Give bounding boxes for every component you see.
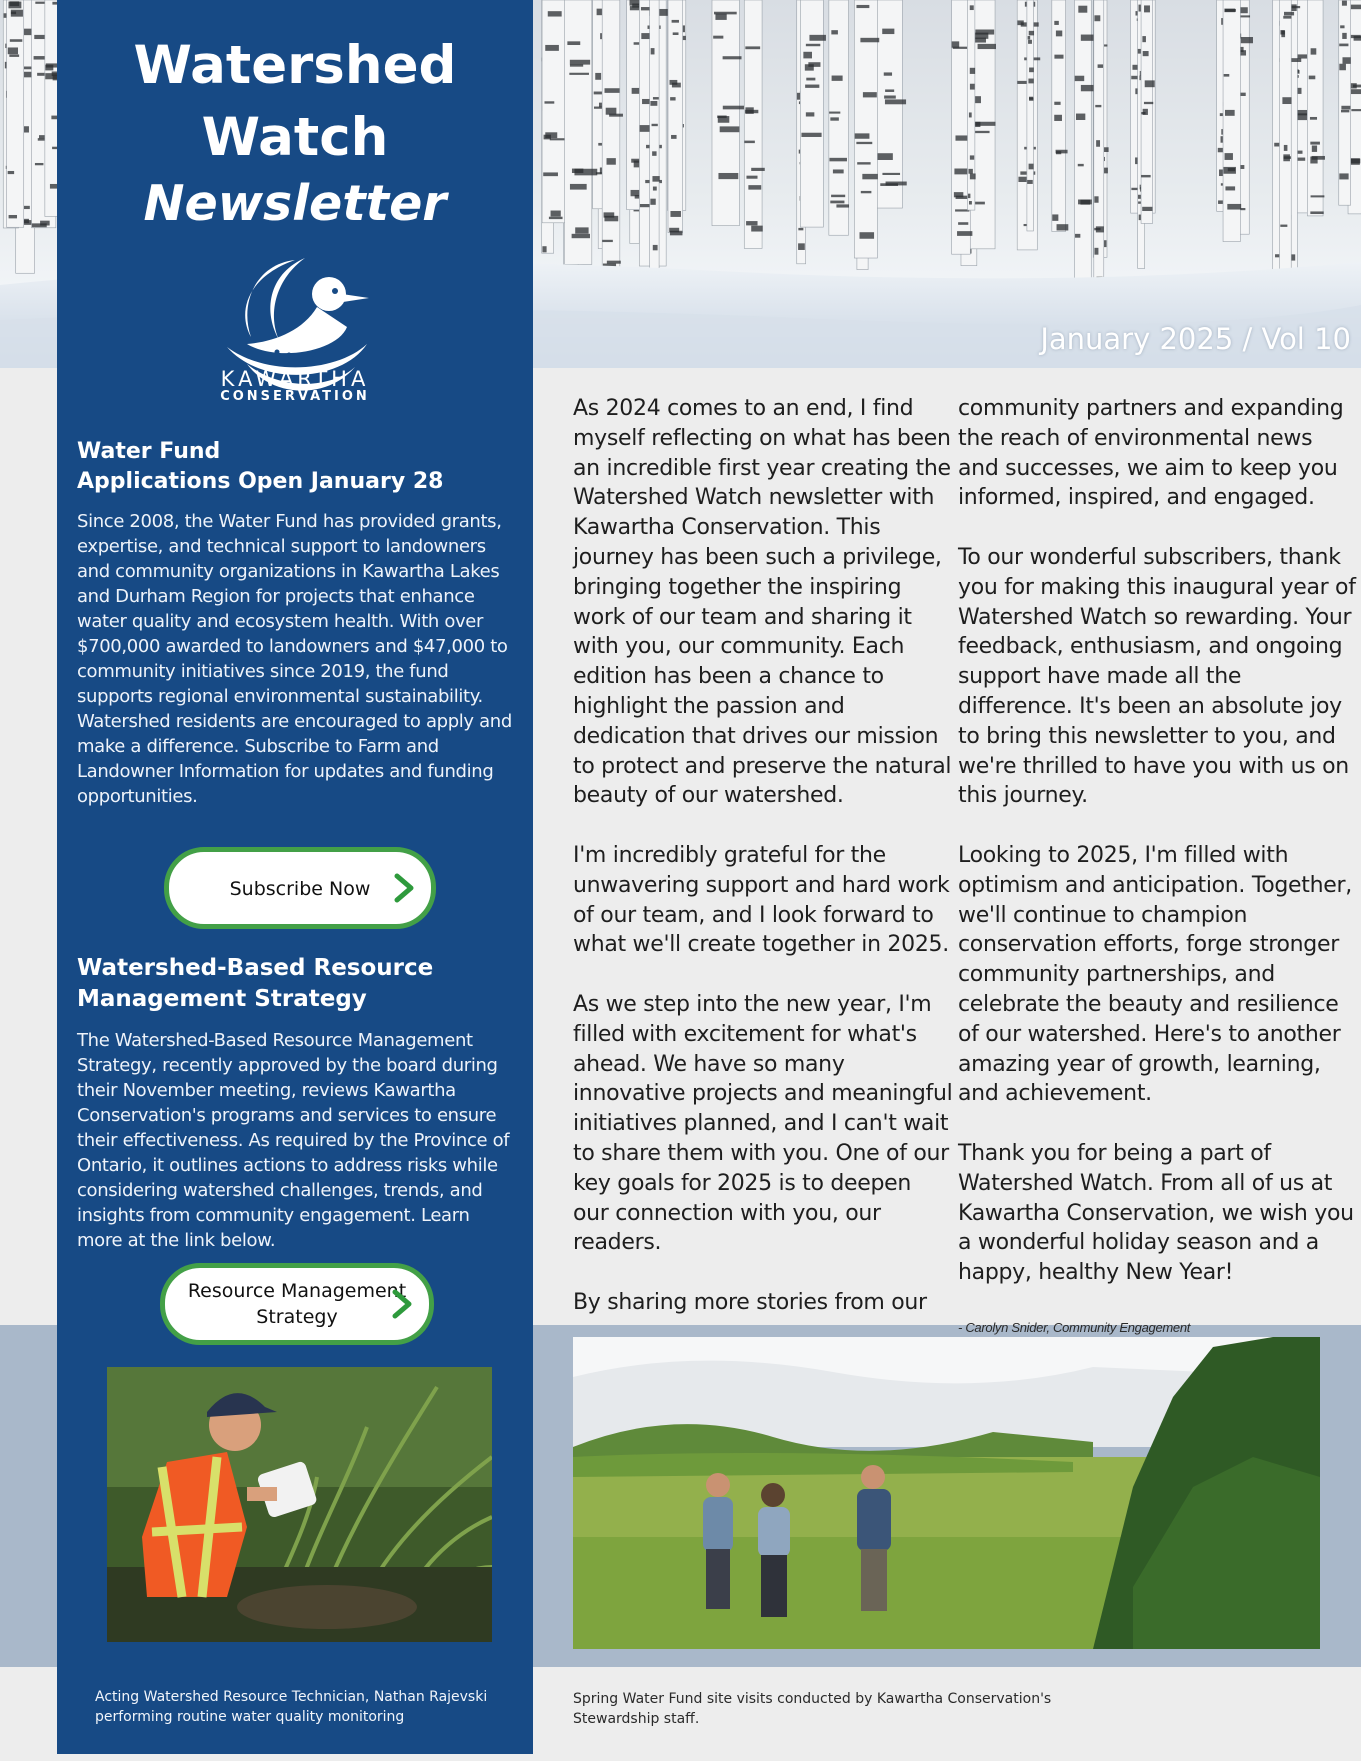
article-paragraph: By sharing more stories from our [573, 1289, 927, 1315]
article-paragraph: As 2024 comes to an end, I find myself reflecting on what has been an incredible first year creating the Watershed Watch newsletter with Kawartha Conservation. This journey has been such a privilege, bringing together the inspiring work of our team and sharing it with you, our community. Each edition has been a chance to highlight the passion and dedication that drives our mission to protect and preserve the natural beauty of our watershed. [573, 396, 952, 809]
newsletter-title-line1: Watershed [133, 35, 457, 96]
brand-name: KAWARTHA [220, 367, 370, 391]
article-paragraph: community partners and expanding the reach of environmental news and successes, we aim to keep you informed, inspired, and engaged. [958, 396, 1344, 511]
article-paragraph: Thank you for being a part of Watershed Watch. From all of us at Kawartha Conservation, we wish you a wonderful holiday season and a happy, healthy New Year! [958, 1140, 1354, 1286]
brand-subname: CONSERVATION [220, 389, 370, 404]
article-signature: - Carolyn Snider, Community Engagement [958, 1319, 1191, 1335]
technician-photo-caption: Acting Watershed Resource Technician, Nathan Rajevski performing routine water quality monitoring [95, 1689, 488, 1725]
article-paragraph: I'm incredibly grateful for the unwavering support and hard work of our team, and I look forward to what we'll create together in 2025. [573, 842, 950, 958]
technician-photo [107, 1367, 492, 1642]
article-paragraph: Looking to 2025, I'm filled with optimism and anticipation. Together, we'll continue to champion conservation efforts, forge stronger community partnerships, and celebrate the beauty and resilience of our watershed. Here's to another amazing year of growth, learning, and achievement. [958, 842, 1352, 1107]
resource-management-strategy-button[interactable] [160, 1263, 434, 1345]
issue-date: January 2025 / Vol 10 [1040, 322, 1351, 356]
chevron-right-icon [391, 873, 417, 903]
chevron-right-icon [389, 1289, 415, 1319]
subscribe-now-button[interactable] [164, 847, 436, 929]
newsletter-title-line2: Watch [201, 107, 389, 168]
site-visit-photo-illustration [573, 1337, 1320, 1649]
water-fund-heading: Water Fund Applications Open January 28 [77, 439, 444, 494]
strategy-heading: Watershed-Based Resource Management Strategy [77, 955, 434, 1012]
site-visit-photo-caption: Spring Water Fund site visits conducted by Kawartha Conservation's Stewardship staff. [573, 1691, 1052, 1727]
article-column-1 [573, 394, 953, 1318]
site-visit-photo [573, 1337, 1320, 1649]
resource-management-strategy-label: Resource Management Strategy [187, 1280, 407, 1328]
technician-photo-illustration [107, 1367, 492, 1642]
subscribe-now-label: Subscribe Now [229, 878, 371, 900]
article-paragraph: To our wonderful subscribers, thank you for making this inaugural year of Watershed Watch so rewarding. Your feedback, enthusiasm, and ongoing support have made all the difference. It's been an absolute joy to bring this newsletter to you, and we're thrilled to have you with us on this journey. [958, 544, 1356, 809]
water-fund-body: Since 2008, the Water Fund has provided grants, expertise, and technical support to landowners and community organizations in Kawartha Lakes and Durham Region for projects that enhance water quality and ecosystem health. With over $700,000 awarded to landowners and $47,000 to community initiatives since 2019, the fund supports regional environmental sustainability. Watershed residents are encouraged to apply and make a difference. Subscribe to Farm and Landowner Information for updates and funding opportunities. [77, 511, 512, 807]
article-paragraph: As we step into the new year, I'm filled with excitement for what's ahead. We have so many innovative projects and meaningful initiatives planned, and I can't wait to share them with you. One of our key goals for 2025 is to deepen our connection with you, our readers. [573, 991, 953, 1256]
newsletter-title-line3: Newsletter [143, 175, 447, 232]
article-column-2 [958, 394, 1356, 1356]
strategy-body: The Watershed-Based Resource Management Strategy, recently approved by the board during their November meeting, reviews Kawartha Conservation's programs and services to ensure their effectiveness. As required by the Province of Ontario, it outlines actions to address risks while considering watershed challenges, trends, and insights from community engagement. Learn more at the link below. [77, 1030, 510, 1251]
